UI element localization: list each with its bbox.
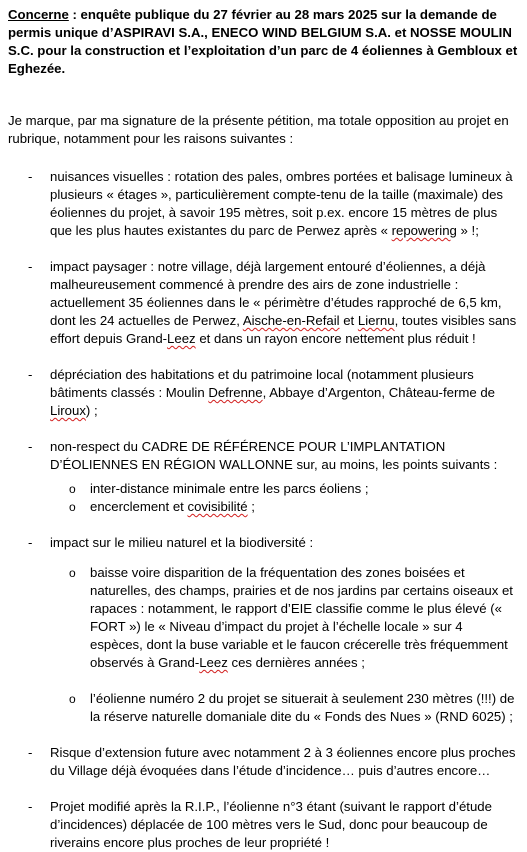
subject-label: Concerne [8,7,69,22]
reason-future-extension [8,744,519,780]
reason-visual-nuisance [8,168,519,240]
reason-text: Risque d’extension future avec notamment 2 à 3 éoliennes encore plus proches du Village déjà évoquées dans l’étude d’incidence… puis d’autres encore… [50,745,516,778]
reason-reference-framework [8,438,519,516]
reason-text: Projet modifié après la R.I.P., l’éolienne n°3 étant (suivant le rapport d’étude d’incidences) déplacée de 100 mètres vers le Sud, donc pour beaucoup de riverains encore plus proches de leur propriété ! [50,799,492,850]
sub-item-text: inter-distance minimale entre les parcs éoliens ; [90,481,369,496]
sub-item-inter-distance [50,480,519,498]
sub-item-text: ces dernières années ; [227,655,365,670]
reason-text: impact sur le milieu naturel et la biodiversité : [50,535,314,550]
subject-header [8,6,519,78]
sub-item-encirclement [50,498,519,516]
bullet-dash: - [28,169,33,184]
reason-text: nuisances visuelles : rotation des pales, ombres portées et balisage lumineux à plusieurs « étages », particulièrement compte-tenu de la taille (maximale) des éoliennes du projet, à savoir 195 mètres, soit p.ex. encore 15 mètres de plus que les plus hautes existantes du parc de Perwez après « [50,169,513,238]
spellcheck-word: repowering [391,223,457,238]
sub-item-nature-reserve [50,690,519,726]
bullet-dash: - [28,367,33,382]
reason-natural-environment [8,534,519,726]
bullet-circle: o [69,482,76,496]
sub-item-text: ; [247,499,255,514]
sub-item-text: l’éolienne numéro 2 du projet se situerait à seulement 230 mètres (!!!) de la réserve naturelle domaniale dite du « Fonds des Nues » (RND 6025) ; [90,691,515,724]
bullet-dash: - [28,745,33,760]
spellcheck-word: Liernu [357,313,395,328]
spellcheck-word: Leez [199,655,228,670]
intro-paragraph: Je marque, par ma signature de la présente pétition, ma totale opposition au projet en rubrique, notamment pour les raisons suivantes : [8,113,509,146]
sub-list [50,480,519,516]
bullet-dash: - [28,535,33,550]
bullet-dash: - [28,259,33,274]
reason-depreciation [8,366,519,420]
reason-text: et dans un rayon encore nettement plus réduit ! [195,331,476,346]
reason-modified-project [8,798,519,852]
sub-list [50,564,519,726]
reason-landscape-impact [8,258,519,348]
reason-text: ) ; [85,403,98,418]
reasons-list [8,168,519,852]
sub-item-text: baisse voire disparition de la fréquentation des zones boisées et naturelles, des champs, prairies et de nos jardins par certains oiseaux et rapaces : notamment, le rapport d’EIE classifie comme le plus élevé (« FORT ») le « Niveau d’impact du projet à l’échelle locale » sur 4 espèces, dont la buse variable et le faucon crécerelle très fréquemment observés à Grand- [90,565,513,670]
reason-text: , Abbaye d’Argenton, Château-ferme de [262,385,495,400]
sub-item-birds [50,564,519,672]
reason-text: , toutes visibles sans effort depuis Grand- [50,313,517,346]
reason-text: et [339,313,358,328]
spellcheck-word: Leez [167,331,196,346]
bullet-circle: o [69,692,76,706]
reason-text: » !; [456,223,479,238]
sub-item-text: encerclement et [90,499,188,514]
reason-text: dépréciation des habitations et du patrimoine local (notamment plusieurs bâtiments classés : Moulin [50,367,474,400]
bullet-circle: o [69,500,76,514]
reason-text: non-respect du CADRE DE RÉFÉRENCE POUR L’IMPLANTATION D’ÉOLIENNES EN RÉGION WALLONNE sur, au moins, les points suivants : [50,439,498,472]
spellcheck-word: Liroux [50,403,86,418]
spellcheck-word: Defrenne [208,385,263,400]
bullet-dash: - [28,439,33,454]
subject-text: : enquête publique du 27 février au 28 mars 2025 sur la demande de permis unique d’ASPIRAVI S.A., ENECO WIND BELGIUM S.A. et NOSSE MOULIN S.C. pour la construction et l’exploitation d’un parc de 4 éoliennes à Gembloux et Eghezée. [8,7,518,76]
bullet-circle: o [69,566,76,580]
bullet-dash: - [28,799,33,814]
spellcheck-word: Aische-en-Refail [242,313,340,328]
spellcheck-word: covisibilité [187,499,248,514]
reason-text: impact paysager : notre village, déjà largement entouré d’éoliennes, a déjà malheureusement commencé à prendre des airs de zone industrielle : actuellement 35 éoliennes dans le « périmètre d’études rapproché de 6,5 km, dont les 24 actuelles de Perwez, [50,259,502,328]
